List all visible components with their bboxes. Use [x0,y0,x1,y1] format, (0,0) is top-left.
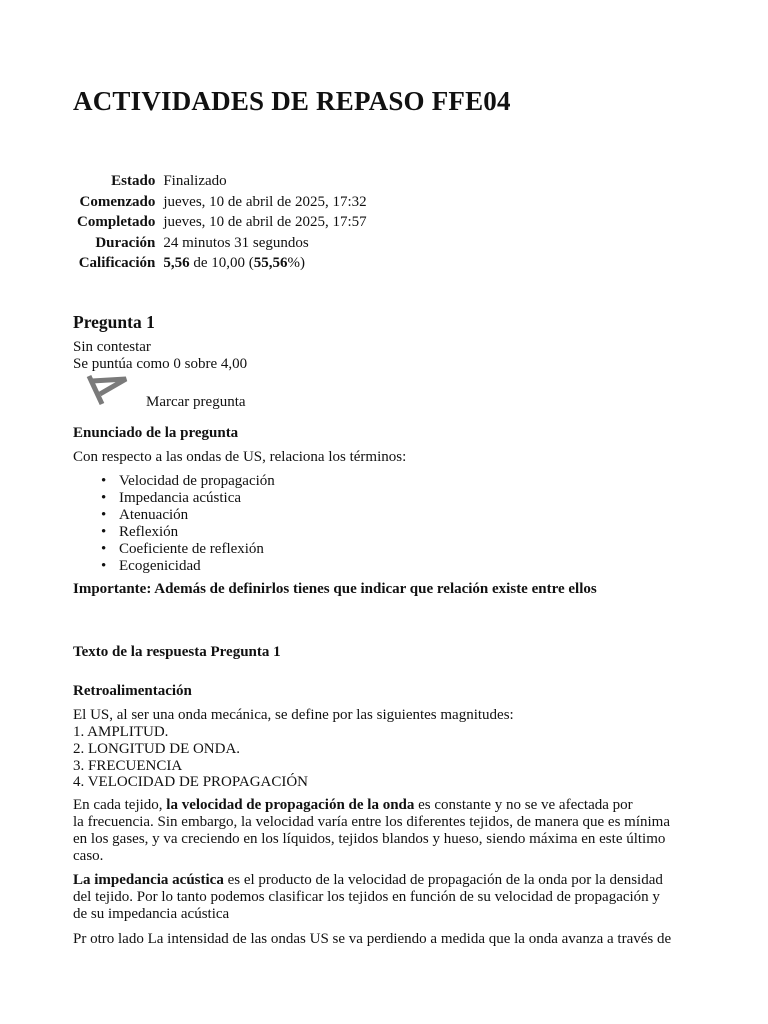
question-state: Sin contestar [73,339,151,355]
summary-row-started [73,193,367,214]
paragraph-line: del tejido. Por lo tanto podemos clasificar los tejidos en función de su velocidad de propagación y [73,889,660,905]
summary-value: Finalizado [163,173,227,190]
feedback-paragraph-impedance [73,872,693,923]
paragraph-line: Pr otro lado La intensidad de las ondas US se va perdiendo a medida que la onda avanza a través de [73,931,672,947]
list-item: • Reflexión [119,524,275,541]
feedback-paragraph-velocity [73,797,693,865]
list-item: • Ecogenicidad [119,558,275,575]
page-title: ACTIVIDADES DE REPASO FFE04 [73,86,511,116]
text-run: es el producto de la velocidad de propagación de la onda por la densidad [223,872,663,888]
list-item: 4. VELOCIDAD DE PROPAGACIÓN [73,774,309,791]
grade-end: %) [287,255,305,272]
list-item: 1. AMPLITUD. [73,724,169,740]
paragraph-line [73,872,693,889]
grade-percent: 55,56 [253,255,288,272]
important-note: Importante: Además de definirlos tienes que indicar que relación existe entre ellos [73,581,597,597]
bold-run: La impedancia acústica [73,872,224,888]
feedback-intro: El US, al ser una onda mecánica, se define por las siguientes magnitudes: [73,707,514,723]
summary-label: Completado [77,214,156,231]
attempt-summary-table [73,172,367,275]
statement-heading: Enunciado de la pregunta [73,425,239,441]
question-title: Pregunta 1 [73,312,155,332]
statement-text: Con respecto a las ondas de US, relaciona los términos: [73,449,407,465]
feedback-paragraph-attenuation [73,931,693,948]
summary-label: Comenzado [79,193,156,210]
feedback-heading: Retroalimentación [73,683,192,699]
summary-row-grade [73,254,367,275]
answer-heading: Texto de la respuesta Pregunta 1 [73,644,281,660]
flag-question-icon[interactable] [78,371,130,407]
summary-label: Estado [111,173,156,190]
paragraph-line: en los gases, y va creciendo en los líquidos, tejidos blandos y hueso, siendo máxima en este último [73,831,666,847]
list-item: 2. LONGITUD DE ONDA. [73,740,241,757]
paragraph-line: de su impedancia acústica [73,906,230,922]
bold-run: la velocidad de propagación de la onda [166,797,415,813]
grade-of: de 10,00 ( [189,255,254,272]
list-item: • Velocidad de propagación [119,473,275,490]
summary-row-state [73,172,367,193]
grade-value [161,254,366,275]
terms-list [73,473,275,575]
flag-question-button[interactable]: Marcar pregunta [146,394,246,410]
summary-label: Duración [95,234,156,251]
paragraph-line: caso. [73,848,104,864]
question-grade: Se puntúa como 0 sobre 4,00 [73,356,248,372]
grade-score: 5,56 [163,255,190,272]
summary-value: jueves, 10 de abril de 2025, 17:57 [163,214,367,231]
paragraph-line [73,797,693,814]
summary-row-duration [73,234,367,255]
summary-row-completed [73,213,367,234]
list-item: • Impedancia acústica [119,490,275,507]
summary-value: 24 minutos 31 segundos [163,234,309,251]
summary-label: Calificación [78,255,156,272]
text-run: es constante y no se ve afectada por [414,797,633,813]
list-item: 3. FRECUENCIA [73,757,183,774]
paragraph-line: la frecuencia. Sin embargo, la velocidad varía entre los diferentes tejidos, de manera que es mínima [73,814,670,830]
summary-value: jueves, 10 de abril de 2025, 17:32 [163,193,367,210]
text-run: En cada tejido, [73,797,167,813]
list-item: • Atenuación [119,507,275,524]
magnitudes-list [73,724,308,791]
list-item: • Coeficiente de reflexión [119,541,275,558]
